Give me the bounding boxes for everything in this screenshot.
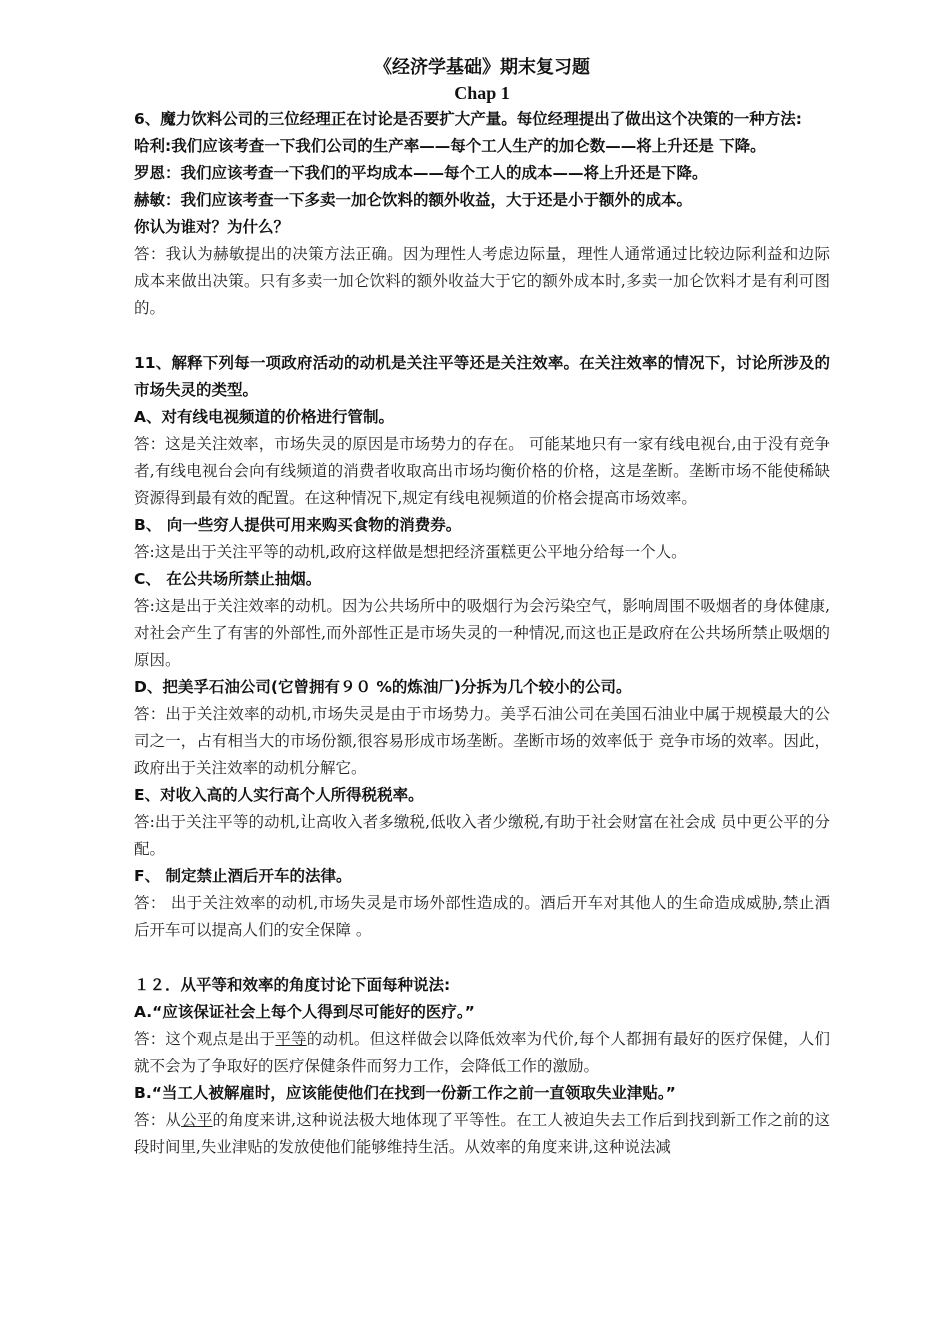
q11-e-question: E、对收入高的人实行高个人所得税税率。 [134, 786, 424, 804]
q12-a-answer-post: 的动机。但这样做会以降低效率为代价,每个人都拥有最好的医疗保健，人们就不会为了争取好的医疗保健条件而努力工作，会降低工作的激励。 [134, 1030, 830, 1075]
q12-b-question: B.“当工人被解雇时，应该能使他们在找到一份新工作之前一直领取失业津贴。” [134, 1084, 676, 1102]
q11-d-question: D、把美孚石油公司(它曾拥有９０ %的炼油厂)分拆为几个较小的公司。 [134, 678, 632, 696]
q12-b-answer-pre: 答：从 [134, 1111, 182, 1129]
document-body [134, 56, 830, 1161]
q6-hermione: 赫敏：我们应该考查一下多卖一加仑饮料的额外收益，大于还是小于额外的成本。 [134, 191, 693, 209]
q12-a-answer-underlined: 平等 [275, 1030, 307, 1048]
q11-c-question: C、 在公共场所禁止抽烟。 [134, 570, 322, 588]
q12-b-answer [134, 1107, 830, 1161]
chapter-heading: Chap 1 [454, 83, 510, 103]
q12-a-question: A.“应该保证社会上每个人得到尽可能好的医疗。” [134, 1003, 475, 1021]
q11-e-answer: 答:出于关注平等的动机,让高收入者多缴税,低收入者少缴税,有助于社会财富在社会成 员中更公平的分配。 [134, 813, 830, 858]
q11-f-question: F、 制定禁止酒后开车的法律。 [134, 867, 352, 885]
section-spacer [134, 944, 830, 972]
q11-b-question: B、 向一些穷人提供可用来购买食物的消费券。 [134, 516, 462, 534]
q6-ron: 罗恩：我们应该考查一下我们的平均成本——每个工人的成本——将上升还是下降。 [134, 164, 708, 182]
q6-answer: 答：我认为赫敏提出的决策方法正确。因为理性人考虑边际量，理性人通常通过比较边际利益和边际成本来做出决策。只有多卖一加仑饮料的额外收益大于它的额外成本时,多卖一加仑饮料才是有利可图的。 [134, 245, 830, 317]
q11-question: 11、解释下列每一项政府活动的动机是关注平等还是关注效率。在关注效率的情况下，讨论所涉及的市场失灵的类型。 [134, 354, 830, 399]
q11-f-answer: 答： 出于关注效率的动机,市场失灵是市场外部性造成的。酒后开车对其他人的生命造成威胁,禁止酒后开车可以提高人们的安全保障 。 [134, 894, 830, 939]
q12-a-answer [134, 1026, 830, 1080]
q6-harry: 哈利:我们应该考查一下我们公司的生产率——每个工人生产的加仑数——将上升还是 下降。 [134, 137, 766, 155]
q12-b-answer-post: 的角度来讲,这种说法极大地体现了平等性。在工人被迫失去工作后到找到新工作之前的这段时间里,失业津贴的发放使他们能够维持生活。从效率的角度来讲,这种说法减 [134, 1111, 830, 1156]
q6-question: 6、魔力饮料公司的三位经理正在讨论是否要扩大产量。每位经理提出了做出这个决策的一种方法: [134, 110, 802, 128]
section-spacer [134, 322, 830, 350]
q6-ask: 你认为谁对？为什么？ [134, 218, 290, 236]
q11-d-answer: 答：出于关注效率的动机,市场失灵是由于市场势力。美孚石油公司在美国石油业中属于规模最大的公司之一，占有相当大的市场份额,很容易形成市场垄断。垄断市场的效率低于 竞争市场的效率。因此，政府出于关注效率的动机分解它。 [134, 705, 830, 777]
q12-b-answer-underlined: 公平 [181, 1111, 213, 1129]
q12-question: １２．从平等和效率的角度讨论下面每种说法: [134, 976, 451, 994]
q11-c-answer: 答:这是出于关注效率的动机。因为公共场所中的吸烟行为会污染空气，影响周围不吸烟者的身体健康,对社会产生了有害的外部性,而外部性正是市场失灵的一种情况,而这也正是政府在公共场所禁止吸烟的原因。 [134, 597, 830, 669]
q11-a-answer: 答：这是关注效率，市场失灵的原因是市场势力的存在。 可能某地只有一家有线电视台,由于没有竞争者,有线电视台会向有线频道的消费者收取高出市场均衡价格的价格，这是垄断。垄断市场不能使稀缺资源得到最有效的配置。在这种情况下,规定有线电视频道的价格会提高市场效率。 [134, 435, 830, 507]
q12-a-answer-pre: 答：这个观点是出于 [134, 1030, 276, 1048]
page-title: 《经济学基础》期末复习题 [374, 57, 590, 78]
q11-a-question: A、对有线电视频道的价格进行管制。 [134, 408, 394, 426]
q11-b-answer: 答:这是出于关注平等的动机,政府这样做是想把经济蛋糕更公平地分给每一个人。 [134, 543, 687, 561]
